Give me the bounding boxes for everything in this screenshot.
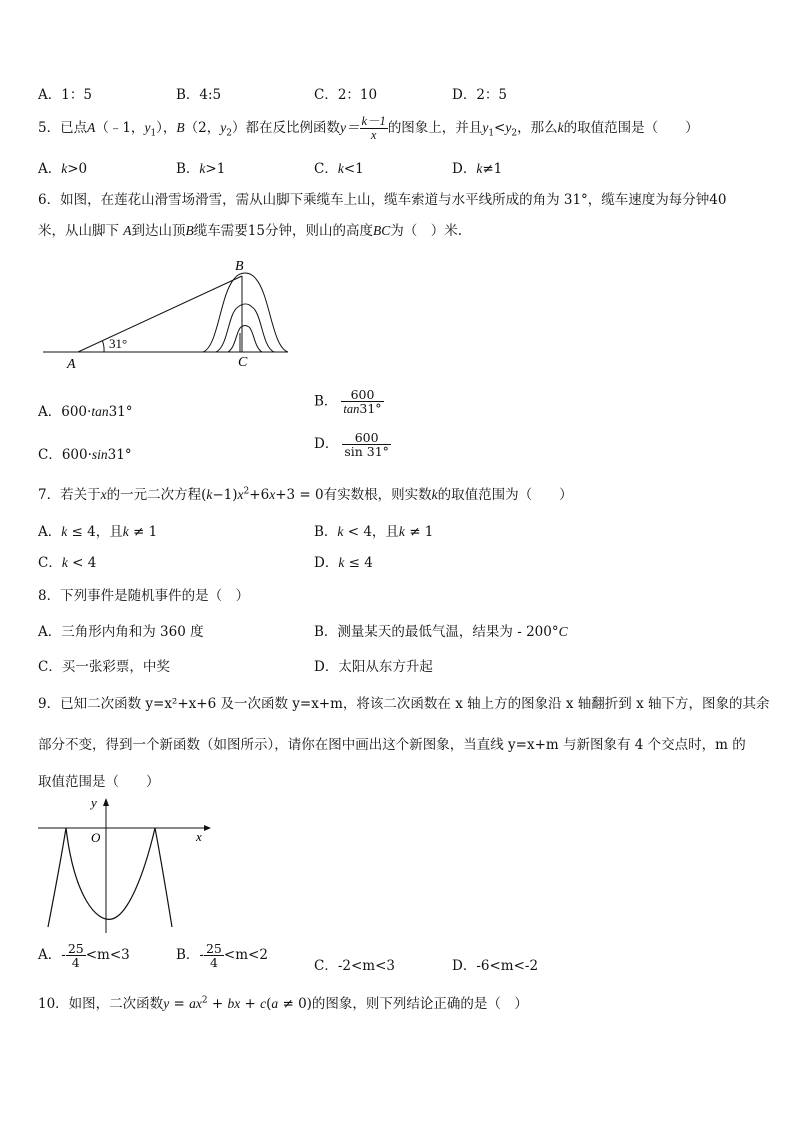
q7-option-b: B．k < 4，且k ≠ 1 xyxy=(314,524,434,540)
q8-option-b: B．测量某天的最低气温，结果为 - 200°C xyxy=(314,624,568,640)
q6-option-a: A．600·tan31° xyxy=(38,404,133,420)
q4-option-a: A．1：5 xyxy=(38,87,92,103)
reflected-parabola xyxy=(66,828,155,919)
point-a-label: A xyxy=(67,357,76,372)
q9-option-a: A．- $\frac{25}{4}$ <m<3 xyxy=(38,941,130,971)
q6-stem-line2: 米，从山脚下 A到达山顶B缆车需要15分钟，则山的高度BC为（ ）米. xyxy=(38,223,463,239)
q6-stem-line1: 6．如图，在莲花山滑雪场滑雪，需从山脚下乘缆车上山，缆车索道与水平线所成的角为 31°，缆车速度为每分钟40 xyxy=(38,192,727,208)
q7-option-d: D．k ≤ 4 xyxy=(314,555,373,571)
q5-option-d: D．k≠1 xyxy=(452,161,503,177)
q5-option-a: A．k>0 xyxy=(38,161,88,177)
point-b-label: B xyxy=(235,259,244,274)
q10-stem: 10．如图，二次函数$y = ax^2$ + bx + c(a ≠ 0)的图象，则下列结论正确的是（ ） xyxy=(38,995,528,1012)
q8-stem: 8．下列事件是随机事件的是（ ） xyxy=(38,588,250,604)
q9-stem-line1: 9．已知二次函数 y=x²+x+6 及一次函数 y=x+m，将该二次函数在 x 轴上方的图象沿 x 轴翻折到 x 轴下方，图象的其余 xyxy=(38,696,770,712)
q9-option-d: D．-6<m<-2 xyxy=(452,958,539,974)
q6-option-c: C．600·sin31° xyxy=(38,447,132,463)
q5-fraction: $\frac{k-1}{x}$ xyxy=(361,113,386,142)
right-branch xyxy=(155,828,172,927)
q8-option-c: C．买一张彩票，中奖 xyxy=(38,659,170,675)
x-axis-arrow xyxy=(204,825,211,831)
q6-option-b: B． $\frac{600}{\tan 31^\circ}$ xyxy=(314,387,382,417)
q6-option-b-fraction: $\frac{600}{\tan 31^\circ}$ xyxy=(343,387,382,417)
mountain-outer xyxy=(203,273,288,352)
q4-option-c: C．2：10 xyxy=(314,87,378,103)
point-c-label: C xyxy=(238,355,248,370)
y-axis-label: y xyxy=(91,795,97,810)
q7-option-c: C．k < 4 xyxy=(38,555,97,571)
q5-stem: 5．已点A（﹣1，$y_1$），B（2，$y_2$）都在反比例函数y＝ $\frac{k-1}{x}$ 的图象上，并且$y_1<y_2$，那么k的取值范围是（ ） xyxy=(38,113,699,142)
left-branch xyxy=(48,828,66,927)
q8-option-d: D．太阳从东方升起 xyxy=(314,659,433,675)
x-axis-label: x xyxy=(196,829,202,844)
q5-option-c: C．k<1 xyxy=(314,161,364,177)
q9-figure xyxy=(36,795,211,935)
angle-arc xyxy=(103,341,105,352)
q9-option-c: C．-2<m<3 xyxy=(314,958,395,974)
q7-option-a: A．k ≤ 4，且k ≠ 1 xyxy=(38,524,158,540)
cable-line xyxy=(78,276,242,352)
q9-stem-line2: 部分不变，得到一个新函数（如图所示），请你在图中画出这个新图象，当直线 y=x+m 与新图象有 4 个交点时，m 的 xyxy=(38,737,746,753)
angle-label: 31° xyxy=(109,336,128,351)
q6-option-d: D． $\frac{600}{\sin 31^\circ}$ xyxy=(314,430,389,460)
q6-option-d-fraction: $\frac{600}{\sin 31^\circ}$ xyxy=(344,430,389,460)
q4-option-d: D．2：5 xyxy=(452,87,508,103)
q4-option-b: B．4:5 xyxy=(176,87,222,103)
q9-stem-line3: 取值范围是（ ） xyxy=(38,774,160,790)
q8-option-a: A．三角形内角和为 360 度 xyxy=(38,624,204,640)
q9-option-b-fraction: $\frac{25}{4}$ xyxy=(205,941,222,971)
q9-option-b: B．- $\frac{25}{4}$ <m<2 xyxy=(176,941,268,971)
q5-option-b: B．k>1 xyxy=(176,161,226,177)
q9-option-a-fraction: $\frac{25}{4}$ xyxy=(67,941,84,971)
origin-label: O xyxy=(91,830,101,845)
mountain-inner xyxy=(228,326,262,353)
q7-stem: 7．若关于x的一元二次方程$(k-1)x^2+6x+3 = 0$有实数根，则实数k的取值范围为（ ） xyxy=(38,486,573,503)
q6-figure xyxy=(38,255,298,375)
y-axis-arrow xyxy=(103,798,109,806)
mountain-middle xyxy=(216,304,274,352)
